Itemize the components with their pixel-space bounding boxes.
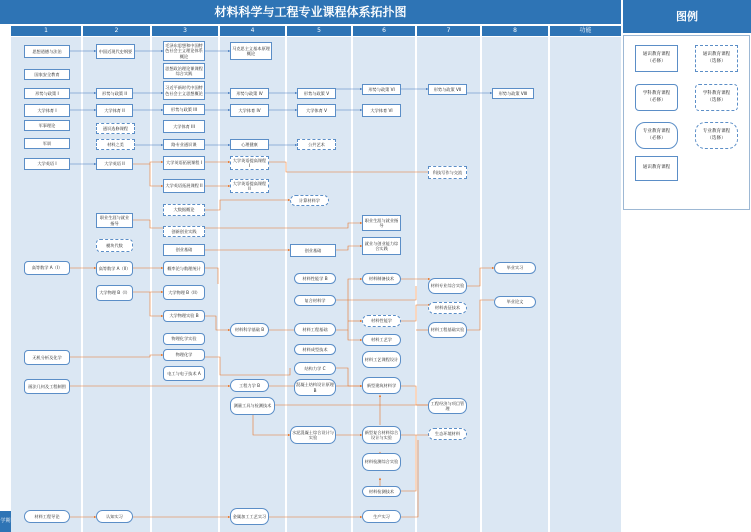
course-box: 创业基础	[290, 244, 336, 257]
column-header-1: 1	[11, 26, 81, 36]
course-box: 材料专业综合实验	[428, 278, 467, 294]
course-box: 大学英语提高课程 I	[230, 156, 269, 170]
course-box: 生态环境材料	[428, 428, 467, 440]
course-box: 材料科学基础 B	[230, 323, 269, 337]
course-box: 材料制备技术	[362, 273, 401, 285]
course-box: 大学物理 B（I）	[96, 285, 133, 301]
course-box: 材料性能学 B	[294, 273, 336, 284]
course-box: 材料表征技术	[428, 302, 467, 314]
course-box: 材料之美	[96, 139, 135, 150]
course-box: 高等数学 A（II）	[96, 261, 133, 276]
course-box: 大学体育 I	[24, 104, 70, 117]
course-box: 职业生涯与就业指导	[96, 213, 133, 228]
course-box: 材料检测综合实验	[362, 453, 401, 471]
course-box: 路专业通识课	[163, 139, 205, 150]
course-box: 形势与政策 III	[163, 104, 205, 115]
course-box: 大学物理 B（II）	[163, 285, 205, 300]
course-box: 大学体育 IV	[230, 104, 269, 117]
legend-general-elective: 通识教育课程 （选修）	[695, 45, 738, 72]
course-box: 思想道德与法治	[24, 45, 70, 58]
course-box: 水泥混凝土综合设计与实验	[290, 426, 336, 444]
column-header-7: 7	[417, 26, 480, 36]
legend-general-course: 通识教育课程	[635, 156, 678, 181]
column-band-8	[482, 37, 548, 532]
course-box: 工程经济与项目管理	[428, 398, 467, 414]
course-box: 大学体育 VI	[362, 104, 401, 117]
course-box: 画法几何及工程制图	[24, 379, 70, 394]
course-box: 马克思主义基本原理概论	[230, 42, 272, 60]
course-box: 形势与政策 VI	[362, 84, 401, 95]
course-box: 电工与电子技术 A	[163, 366, 205, 381]
course-box: 通识选修课程	[96, 123, 135, 134]
course-box: 生产实习	[362, 510, 401, 523]
course-box: 形势与政策 I	[24, 88, 70, 99]
column-header-6: 6	[353, 26, 415, 36]
course-box: 概率论与数理统计	[163, 261, 205, 276]
course-box: 国家安全教育	[24, 69, 70, 80]
legend-discipline-required: 学科教育课程 （必修）	[635, 84, 678, 111]
course-box: 新型复合材料综合设计与实验	[362, 426, 401, 444]
course-box: 大学体育 V	[297, 104, 336, 117]
course-box: 物理化学实验	[163, 333, 205, 345]
course-box: 材料工程基础实验	[428, 322, 467, 338]
column-band-function	[550, 37, 621, 532]
course-box: 公共艺术	[297, 139, 336, 150]
course-box: 大学英语拓展课程 I	[163, 156, 205, 170]
course-box: 大学英语拓展课程 II	[163, 179, 205, 193]
course-box: 科技写作与交流	[428, 166, 467, 179]
course-box: 大学英语提高课程 II	[230, 179, 269, 193]
course-box: 习近平新时代中国特色社会主义思想概论	[163, 81, 205, 100]
course-box: 形势与政策 VIII	[492, 88, 534, 99]
course-box: 混凝土结构设计原理 B	[294, 379, 336, 396]
course-box: 认知实习	[96, 510, 133, 523]
side-label: 学期	[0, 511, 11, 532]
course-box: 工程力学 B	[230, 379, 269, 392]
course-box: 物理化学	[163, 349, 205, 361]
course-box: 无机分析及化学	[24, 350, 70, 365]
column-header-2: 2	[83, 26, 150, 36]
legend-title: 图例	[623, 0, 751, 33]
course-box: 毕业实习	[494, 262, 536, 274]
legend-general-required: 通识教育课程 （必修）	[635, 45, 678, 72]
legend-major-elective: 专业教育课程 （选修）	[695, 122, 738, 149]
course-box: 金属加工工艺实习	[230, 508, 269, 525]
course-box: 形势与政策 V	[297, 88, 336, 99]
course-box: 就业与创业能力综合实践	[362, 237, 401, 255]
legend-discipline-elective: 学科教育课程 （选修）	[695, 84, 738, 111]
column-header-4: 4	[220, 26, 285, 36]
course-box: 毛泽东思想和中国特色社会主义理论体系概论	[163, 41, 205, 61]
diagram-title: 材料科学与工程专业课程体系拓扑图	[0, 0, 621, 24]
course-box: 大学英语 II	[96, 158, 133, 170]
course-box: 材料工程基础	[294, 323, 336, 336]
course-box: 材料成型技术	[294, 344, 336, 355]
course-box: 材料工程导论	[24, 510, 70, 523]
course-box: 材料工艺课程设计	[362, 351, 401, 368]
course-box: 新型建筑材料学	[362, 377, 401, 394]
course-box: 心理健康	[230, 139, 269, 150]
course-box: 高等数学 A（I）	[24, 261, 70, 275]
course-box: 模块代数	[96, 239, 133, 252]
course-box: 军事理论	[24, 120, 70, 131]
column-header-function: 功能	[550, 26, 621, 36]
course-box: 复合材料学	[294, 295, 336, 306]
course-box: 创业基础	[163, 244, 205, 256]
course-box: 结构力学 C	[294, 362, 336, 375]
course-box: 测量工具与检测技术	[230, 397, 275, 415]
course-box: 大学体育 III	[163, 120, 205, 133]
course-box: 大学英语 I	[24, 158, 70, 170]
legend-major-required: 专业教育课程 （必修）	[635, 122, 678, 149]
column-header-8: 8	[482, 26, 548, 36]
course-box: 材料工艺学	[362, 334, 401, 346]
course-box: 职业生涯与就业指导	[362, 215, 401, 231]
column-header-3: 3	[152, 26, 218, 36]
course-box: 中国近现代史纲要	[96, 44, 135, 59]
course-box: 大数据概论	[163, 204, 205, 216]
course-box: 创新创业实践	[163, 226, 205, 237]
course-box: 军训	[24, 138, 70, 149]
course-box: 形势与政策 VII	[428, 84, 467, 95]
course-box: 计算材料学	[290, 195, 329, 206]
course-box: 材料检测技术	[362, 486, 401, 497]
course-box: 思想政治理论课课程综合实践	[163, 63, 205, 79]
course-box: 形势与政策 IV	[230, 88, 269, 99]
column-header-5: 5	[287, 26, 351, 36]
course-box: 形势与政策 II	[96, 88, 133, 99]
course-box: 材料性能学	[362, 315, 401, 327]
course-box: 毕业论文	[494, 296, 536, 308]
course-box: 大学物理实验 B	[163, 310, 205, 322]
course-box: 大学体育 II	[96, 104, 133, 117]
